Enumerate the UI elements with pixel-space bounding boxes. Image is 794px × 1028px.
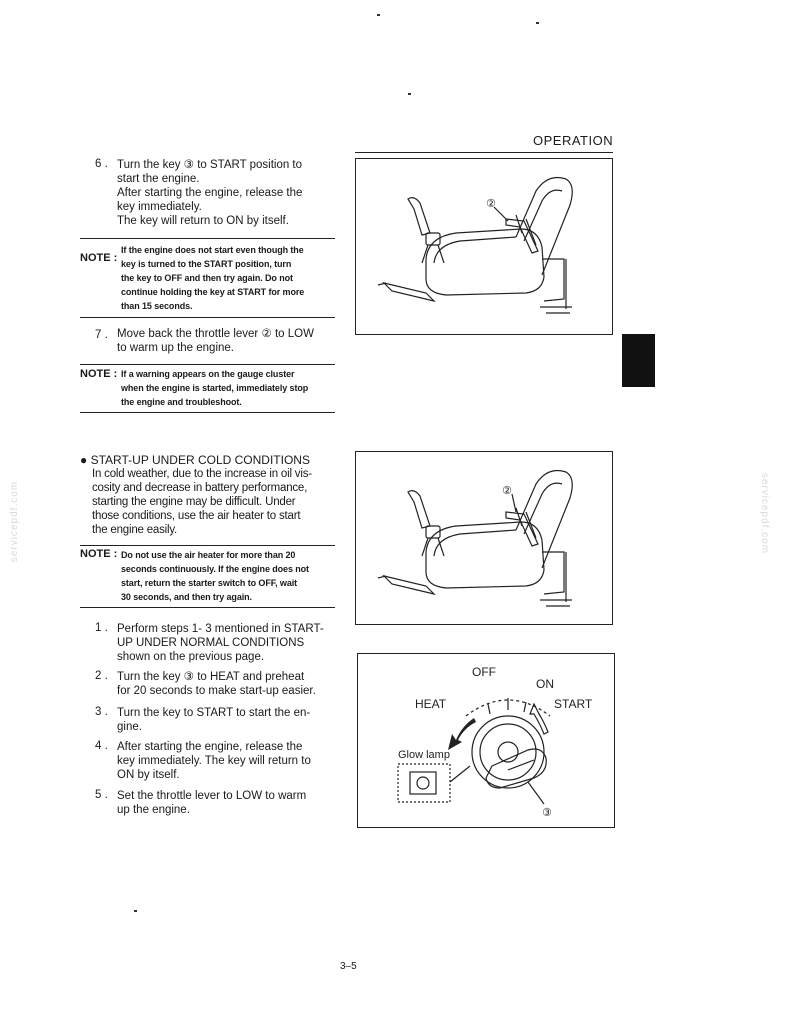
note-line: start, return the starter switch to OFF, wait — [121, 578, 298, 588]
step-line: up the engine. — [117, 804, 190, 816]
note-1 — [121, 243, 304, 313]
note-rule-bottom — [80, 317, 335, 318]
body-line: In cold weather, due to the increase in oil vis- — [92, 468, 312, 480]
note-line: key is turned to the START position, turn — [121, 259, 292, 269]
watermark-left: servicepdf.com — [9, 480, 21, 563]
note-line: seconds continuously. If the engine does not — [121, 564, 309, 574]
step-line: Turn the key to START to start the en- — [117, 707, 311, 719]
body-line: cosity and decrease in battery performance, — [92, 482, 308, 494]
note-label: NOTE : — [80, 252, 118, 264]
note-line: the engine and troubleshoot. — [121, 397, 242, 407]
off-label: OFF — [472, 665, 496, 679]
note-line: when the engine is started, immediately stop — [121, 383, 309, 393]
start-label: START — [554, 697, 593, 711]
step-line: for 20 seconds to make start-up easier. — [117, 685, 316, 697]
watermark-right: servicepdf.com — [759, 472, 771, 555]
step-line: After starting the engine, release the — [117, 187, 303, 199]
step-line: shown on the previous page. — [117, 651, 265, 663]
step-line: Turn the key ③ to HEAT and preheat — [117, 671, 305, 683]
step-number: 1 . — [95, 622, 108, 634]
step-number: 3 . — [95, 706, 108, 718]
note-line: continue holding the key at START for more — [121, 287, 305, 297]
step-number: 2 . — [95, 670, 108, 682]
note-3 — [121, 548, 309, 604]
step-line: The key will return to ON by itself. — [117, 215, 289, 227]
body-line: starting the engine may be difficult. Under — [92, 496, 296, 508]
step-line: Turn the key ③ to START position to — [117, 159, 303, 171]
body-line: the engine easily. — [92, 524, 178, 536]
note-2 — [121, 367, 308, 409]
figure-throttle-lever-2 — [355, 451, 613, 625]
chapter-thumb-tab — [622, 334, 655, 387]
body-line: those conditions, use the air heater to start — [92, 510, 301, 522]
step-line: key immediately. — [117, 201, 202, 213]
step-line: gine. — [117, 721, 142, 733]
note-rule-bottom — [80, 607, 335, 608]
throttle-lever-callout: ② — [502, 485, 512, 497]
figure-key-switch — [357, 653, 615, 828]
step-line: Perform steps 1- 3 mentioned in START- — [117, 623, 324, 635]
note-line: 30 seconds, and then try again. — [121, 592, 252, 602]
cold-heading: START-UP UNDER COLD CONDITIONS — [90, 453, 310, 467]
step-line: to warm up the engine. — [117, 342, 234, 354]
note-line: Do not use the air heater for more than 20 — [121, 550, 296, 560]
scan-speck — [408, 93, 411, 95]
glow-lamp-label: Glow lamp — [398, 749, 450, 761]
seat-lever-illustration — [356, 452, 612, 624]
note-rule-top — [80, 545, 335, 546]
note-line: the key to OFF and then try again. Do not — [121, 273, 293, 283]
key-callout: ③ — [542, 807, 552, 819]
page-number: 3–5 — [340, 961, 357, 972]
scan-speck — [134, 910, 137, 912]
step-line: Move back the throttle lever ② to LOW — [117, 328, 314, 340]
step-line: UP UNDER NORMAL CONDITIONS — [117, 637, 305, 649]
note-line: If a warning appears on the gauge cluster — [121, 369, 295, 379]
step-line: start the engine. — [117, 173, 200, 185]
step-number: 4 . — [95, 740, 108, 752]
note-rule-top — [80, 364, 335, 365]
note-line: If the engine does not start even though the — [121, 245, 304, 255]
step-line: key immediately. The key will return to — [117, 755, 311, 767]
section-title: OPERATION — [533, 133, 614, 148]
step-line: Set the throttle lever to LOW to warm — [117, 790, 307, 802]
cold-section — [80, 453, 340, 537]
step-number: 7 . — [95, 329, 108, 341]
header-rule — [355, 152, 613, 153]
scan-speck — [536, 22, 539, 24]
bullet: ● — [80, 453, 88, 467]
on-label: ON — [536, 677, 554, 691]
step-line: ON by itself. — [117, 769, 180, 781]
note-label: NOTE : — [80, 368, 118, 380]
seat-lever-illustration — [356, 159, 612, 334]
figure-throttle-lever-1 — [355, 158, 613, 335]
step-number: 6 . — [95, 158, 108, 170]
note-rule-bottom — [80, 412, 335, 413]
step-line: After starting the engine, release the — [117, 741, 303, 753]
throttle-lever-callout: ② — [486, 198, 496, 210]
note-rule-top — [80, 238, 335, 239]
scan-speck — [377, 14, 380, 16]
heat-label: HEAT — [415, 697, 447, 711]
step-number: 5 . — [95, 789, 108, 801]
heat-arrow-icon — [448, 718, 476, 750]
note-label: NOTE : — [80, 548, 118, 560]
key-switch-illustration — [358, 654, 614, 827]
note-line: than 15 seconds. — [121, 301, 193, 311]
